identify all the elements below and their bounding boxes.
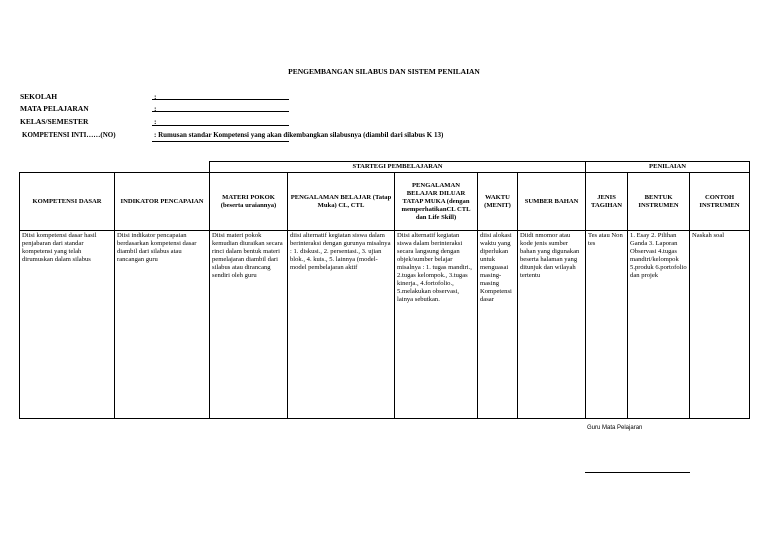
cell-jenis-tagihan: Tes atau Non tes — [586, 231, 628, 419]
cell-materi-pokok: Diisi materi pokok kemudian diuraikan secara rinci dalam bentuk materi pemelajaran diambil dari silabus atau dirancang sendiri oleh guru — [210, 231, 288, 419]
cell-contoh-instrumen: Naskah soal — [690, 231, 750, 419]
line-sekolah — [152, 99, 289, 100]
header-bentuk-instrumen: BENTUK INSTRUMEN — [628, 173, 690, 231]
header-sumber-bahan: SUMBER BAHAN — [518, 173, 586, 231]
info-sekolah — [20, 92, 157, 101]
info-kompetensi-inti — [22, 131, 154, 139]
colon: : — [154, 117, 157, 126]
label-kompetensi-inti: KOMPETENSI INTI……(NO) — [22, 131, 116, 139]
header-kompetensi-dasar: KOMPETENSI DASAR — [20, 173, 115, 231]
table-row — [20, 231, 750, 419]
header-pengalaman-tatap-muka: PENGALAMAN BELAJAR (Tatap Muka) CL, CTL — [288, 173, 395, 231]
line-kompetensi — [152, 141, 289, 142]
header-strategi-pembelajaran: STARTEGI PEMBELAJARAN — [210, 162, 586, 173]
cell-pengalaman-luar: Diisi alternatif kegiatan siswa dalam berinteraksi secara langsung dengan objek/sumber belajar misalnya : 1. tugas mandiri., 2.tugas kelompok., 3.tugas kinerja., 4.fortofolio., 5.melakukan observasi, lainya sebutkan. — [395, 231, 478, 419]
column-header-row — [20, 173, 750, 231]
info-mata-pelajaran — [20, 104, 157, 113]
header-materi-pokok: MATERI POKOK (beserta uraiannya) — [210, 173, 288, 231]
colon: : — [154, 92, 157, 101]
kompetensi-description: : Rumusan standar Kompetensi yang akan dikembangkan silabusnya (diambil dari silabus K 13) — [154, 131, 444, 139]
info-kelas-semester — [20, 117, 157, 126]
header-contoh-instrumen: CONTOH INSTRUMEN — [690, 173, 750, 231]
signature-label: Guru Mata Pelajaran — [587, 425, 643, 431]
cell-pengalaman-tatap-muka: diisi alternatif kegiatan siswa dalam berinteraksi dengan gurunya misalnya : 1. diskusi., 2. persentasi., 3. ujian blok., 4. kuis., 5. lainnya (model-model pembelajaran aktif — [288, 231, 395, 419]
label-sekolah: SEKOLAH — [20, 92, 58, 101]
header-jenis-tagihan: JENIS TAGIHAN — [586, 173, 628, 231]
header-indikator: INDIKATOR PENCAPAIAN — [115, 173, 210, 231]
label-kelas-semester: KELAS/SEMESTER — [20, 117, 89, 126]
header-waktu: WAKTU (MENIT) — [478, 173, 518, 231]
empty-header-cell — [20, 162, 115, 173]
cell-sumber-bahan: Diidi nmomor atau kode jenis sumber bahan yang digunakan beserta halaman yang ditunjuk dan wilayah tertentu — [518, 231, 586, 419]
silabus-table — [19, 161, 750, 419]
document-title: PENGEMBANGAN SILABUS DAN SISTEM PENILAIAN — [288, 67, 480, 76]
empty-header-cell — [115, 162, 210, 173]
header-penilaian: PENILAIAN — [586, 162, 750, 173]
line-mata-pelajaran — [152, 111, 289, 112]
cell-waktu: diisi alokasi waktu yang diperlukan untuk menguasai masing-masing Kompetensi dasar — [478, 231, 518, 419]
signature-line — [585, 472, 690, 473]
cell-kompetensi-dasar: Diisi kompetensi dasar hasil penjabaran dari standar kompetensi yang telah dirumuskan dalam silabus — [20, 231, 115, 419]
cell-bentuk-instrumen: 1. Esay 2. Pilihan Ganda 3. Laporan Observasi 4.tugas mandiri/kelompok 5.produk 6.portofolio dan projek — [628, 231, 690, 419]
group-header-row — [20, 162, 750, 173]
label-mata-pelajaran: MATA PELAJARAN — [20, 104, 89, 113]
header-pengalaman-luar: PENGALAMAN BELAJAR DILUAR TATAP MUKA (dengan memperhatikanCL CTL dan Life Skill) — [395, 173, 478, 231]
cell-indikator: Diisi indikator pencapaian berdasarkan kompetensi dasar diambil dari silabus atau rancangan guru — [115, 231, 210, 419]
colon: : — [154, 104, 157, 113]
line-kelas-semester — [152, 125, 289, 126]
